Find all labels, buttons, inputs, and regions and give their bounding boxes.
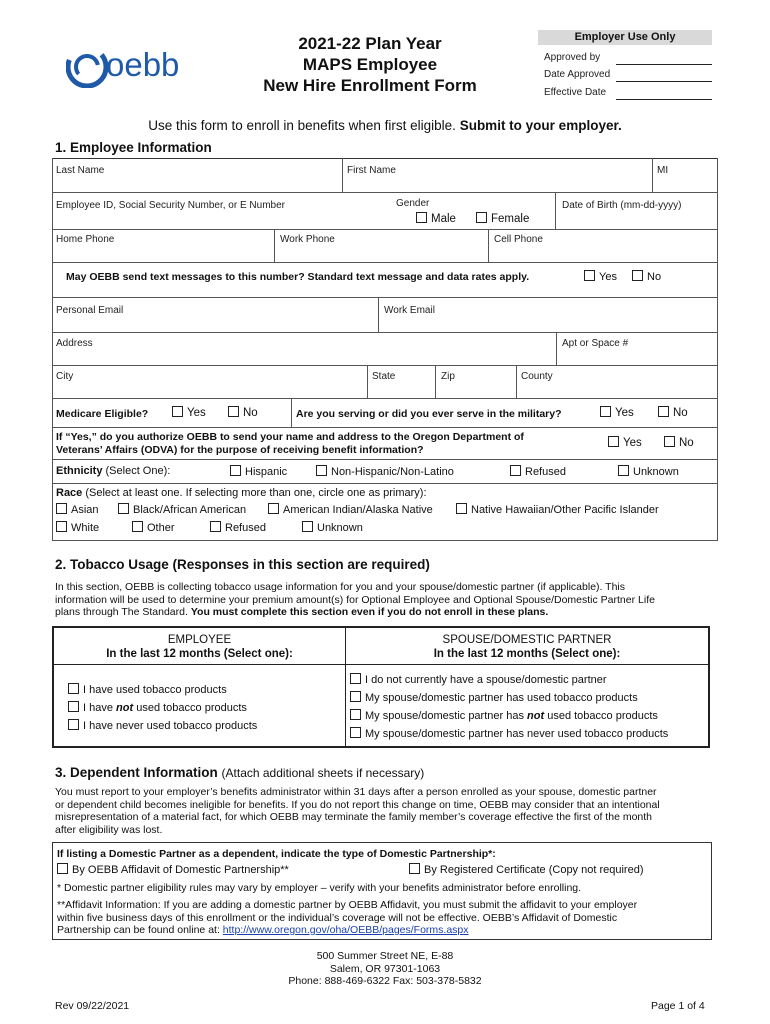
section-2-title: 2. Tobacco Usage (Responses in this section are required) [55,557,430,572]
ethnicity-refused-checkbox[interactable] [510,465,521,476]
odva-no-option[interactable] [664,436,694,449]
military-no-checkbox[interactable] [658,406,669,417]
race-asian-option[interactable] [56,503,99,516]
asian-label: Asian [71,504,99,516]
military-yes-option[interactable] [600,406,634,419]
emp-never-used-option[interactable] [68,719,257,732]
race-refused-checkbox[interactable] [210,521,221,532]
dp-note-2-line-3: Partnership can be found online at: [57,924,220,936]
employer-box-heading: Employer Use Only [538,30,712,45]
effective-date-field[interactable] [616,99,712,100]
non-hispanic-checkbox[interactable] [316,465,327,476]
sp-none-checkbox[interactable] [350,673,361,684]
male-label: Male [431,213,456,225]
ethnicity-unknown-label: Unknown [633,466,679,478]
other-checkbox[interactable] [132,521,143,532]
date-approved-label: Date Approved [544,69,611,80]
oebb-logo [66,44,196,90]
medicare-yes-option[interactable] [172,406,206,419]
sp-never-checkbox[interactable] [350,727,361,738]
dependent-para-line-2: or dependent child becomes ineligible for benefits. If you do not report this change on time, OEBB may consider that an intentional [55,798,660,811]
odva-question [56,431,524,457]
text-no-option[interactable] [632,270,661,283]
sp-not-used-a: My spouse/domestic partner has [365,710,524,722]
emp-not-used-option[interactable] [68,701,247,714]
hispanic-label: Hispanic [245,466,288,478]
race-native-american-option[interactable] [268,503,433,516]
employee-id-label: Employee ID, Social Security Number, or E Number [56,200,285,211]
race-label [56,487,427,499]
sp-not-used-c: used tobacco products [547,710,658,722]
dp-affidavit-label: By OEBB Affidavit of Domestic Partnership** [72,864,289,876]
dp-certificate-checkbox[interactable] [409,863,420,874]
apt-label: Apt or Space # [562,338,629,349]
employee-column-header [54,633,345,661]
text-message-question: May OEBB send text messages to this number? Standard text message and data rates apply. [66,271,530,283]
tobacco-table [52,626,710,748]
sp-used-label: My spouse/domestic partner has used tobacco products [365,692,638,704]
effective-date-label: Effective Date [544,87,607,98]
gender-label: Gender [396,198,430,209]
odva-yes-label: Yes [623,437,642,449]
pacific-checkbox[interactable] [456,503,467,514]
dp-note-2-line-2: within five business days of this enrollment or the individual’s coverage will not be effective. OEBB’s Affidavit of Domestic [57,911,618,924]
odva-no-checkbox[interactable] [664,436,675,447]
non-hispanic-label: Non-Hispanic/Non-Latino [331,466,454,478]
dependent-para-line-3: misrepresentation of a material fact, for which OEBB may terminate the family member’s coverage effective the first of the month [55,811,653,823]
dob-label: Date of Birth (mm-dd-yyyy) [562,200,682,211]
ethnicity-bold: Ethnicity [56,465,103,477]
race-refused-option[interactable] [210,521,266,534]
form-title [250,33,490,96]
oebb-forms-link[interactable]: http://www.oregon.gov/oha/OEBB/pages/Forms.aspx [222,924,469,936]
city-label: City [56,371,74,382]
employee-head: EMPLOYEE [167,634,232,646]
text-no-checkbox[interactable] [632,270,643,281]
section-3-title-note: (Attach additional sheets if necessary) [221,766,425,780]
female-checkbox[interactable] [476,212,487,223]
race-unknown-checkbox[interactable] [302,521,313,532]
sp-not-used-option[interactable] [350,709,658,722]
last-name-label: Last Name [56,165,105,176]
military-no-label: No [673,407,688,419]
race-pacific-option[interactable] [456,503,659,516]
tobacco-para-line-2: information will be used to determine your premium amount(s) for Optional Employee and Optional Spouse/Domestic Partner Life [55,593,655,606]
home-phone-label: Home Phone [56,234,115,245]
sp-never-label: My spouse/domestic partner has never used tobacco products [365,728,669,740]
hispanic-option[interactable] [230,465,287,478]
dependent-para-line-4: after eligibility was lost. [55,823,163,836]
dependent-para-line-1: You must report to your employer’s benefits administrator within 31 days after a person enrolled as your spouse, domestic partner [55,786,657,798]
tobacco-para-line-1: In this section, OEBB is collecting tobacco usage information for you and your spouse/domestic partner (if applicable). This [55,581,626,593]
dependent-paragraph [55,786,725,836]
cell-phone-label: Cell Phone [494,234,543,245]
ethnicity-refused-option[interactable] [510,465,566,478]
intro-text [0,118,770,133]
county-label: County [521,371,553,382]
medicare-no-label: No [243,407,258,419]
race-other-option[interactable] [132,521,175,534]
intro-plain: Use this form to enroll in benefits when first eligible. [148,118,456,133]
dp-heading: If listing a Domestic Partner as a dependent, indicate the type of Domestic Partnership*: [57,848,496,860]
date-approved-field[interactable] [616,81,712,82]
personal-email-label: Personal Email [56,305,124,316]
spouse-sub: In the last 12 months (Select one): [433,648,621,660]
medicare-question: Medicare Eligible? [56,408,149,420]
asian-checkbox[interactable] [56,503,67,514]
title-line-1: 2021-22 Plan Year [298,34,442,53]
white-label: White [71,522,100,534]
race-white-option[interactable] [56,521,99,534]
sp-none-option[interactable] [350,673,607,686]
intro-bold: Submit to your employer. [459,118,622,133]
emp-not-used-a: I have [83,702,113,714]
military-yes-checkbox[interactable] [600,406,611,417]
dp-note-2 [57,899,707,937]
odva-no-label: No [679,437,694,449]
race-black-option[interactable] [118,503,246,516]
hispanic-checkbox[interactable] [230,465,241,476]
dp-certificate-option[interactable] [409,863,643,876]
text-yes-checkbox[interactable] [584,270,595,281]
section-1-title: 1. Employee Information [55,140,212,155]
dp-note-2-line-1: **Affidavit Information: If you are adding a domestic partner by OEBB Affidavit, you must submit the affidavit to your employer [57,899,638,911]
state-label: State [372,371,396,382]
spouse-head: SPOUSE/DOMESTIC PARTNER [442,634,612,646]
native-american-label: American Indian/Alaska Native [283,504,433,516]
text-yes-label: Yes [599,271,617,283]
pacific-label: Native Hawaiian/Other Pacific Islander [471,504,659,516]
race-rest: (Select at least one. If selecting more than one, circle one as primary): [85,487,427,499]
dp-note-1: * Domestic partner eligibility rules may vary by employer – verify with your benefits administrator before enrolling. [57,882,582,894]
work-email-label: Work Email [384,305,435,316]
title-line-2: MAPS Employee [302,55,438,74]
sp-none-label: I do not currently have a spouse/domestic partner [365,674,607,686]
emp-used-tobacco-option[interactable] [68,683,227,696]
black-label: Black/African American [133,504,247,516]
first-name-label: First Name [347,165,396,176]
race-unknown-option[interactable] [302,521,363,534]
military-question: Are you serving or did you ever serve in the military? [296,408,562,420]
other-label: Other [147,522,175,534]
white-checkbox[interactable] [56,521,67,532]
odva-yes-checkbox[interactable] [608,436,619,447]
mi-label: MI [657,165,669,176]
footer-address [0,950,770,988]
page-number: Page 1 of 4 [651,1000,705,1012]
sp-used-checkbox[interactable] [350,691,361,702]
text-yes-option[interactable] [584,270,617,283]
zip-label: Zip [441,371,455,382]
gender-female-option[interactable] [476,212,529,225]
sp-never-option[interactable] [350,727,668,740]
emp-never-checkbox[interactable] [68,719,79,730]
sp-not-used-b: not [527,710,545,722]
medicare-no-option[interactable] [228,406,258,419]
work-phone-label: Work Phone [280,234,335,245]
medicare-yes-checkbox[interactable] [172,406,183,417]
non-hispanic-option[interactable] [316,465,454,478]
ethnicity-refused-label: Refused [525,466,566,478]
dp-certificate-label: By Registered Certificate (Copy not required) [424,864,644,876]
tobacco-paragraph [55,581,725,619]
ethnicity-label [56,465,170,477]
footer-phone: Phone: 888-469-6322 Fax: 503-378-5832 [288,975,482,987]
odva-yes-option[interactable] [608,436,642,449]
title-line-3: New Hire Enrollment Form [263,76,477,95]
emp-never-label: I have never used tobacco products [83,720,258,732]
emp-used-label: I have used tobacco products [83,684,227,696]
spouse-column-header [346,633,708,661]
employer-use-box [538,30,712,102]
race-unknown-label: Unknown [317,522,363,534]
footer-addr-2: Salem, OR 97301-1063 [329,962,441,975]
domestic-partner-box [52,842,712,940]
revision-date: Rev 09/22/2021 [55,1000,130,1012]
emp-not-used-checkbox[interactable] [68,701,79,712]
emp-not-used-c: used tobacco products [136,702,247,714]
emp-used-checkbox[interactable] [68,683,79,694]
native-american-checkbox[interactable] [268,503,279,514]
medicare-no-checkbox[interactable] [228,406,239,417]
text-no-label: No [647,271,662,283]
logo-swirl-icon [66,46,108,88]
gender-male-option[interactable] [416,212,456,225]
military-no-option[interactable] [658,406,688,419]
male-checkbox[interactable] [416,212,427,223]
section-3-title-bold: 3. Dependent Information [55,765,218,780]
medicare-yes-label: Yes [187,407,206,419]
sp-not-used-checkbox[interactable] [350,709,361,720]
employee-sub: In the last 12 months (Select one): [106,648,293,660]
sp-used-option[interactable] [350,691,638,704]
emp-not-used-b: not [116,702,134,714]
approved-by-label: Approved by [544,52,601,63]
ethnicity-unknown-checkbox[interactable] [618,465,629,476]
logo-text: oebb [106,46,180,83]
ethnicity-unknown-option[interactable] [618,465,679,478]
black-checkbox[interactable] [118,503,129,514]
section-3-title [55,765,424,780]
odva-line-1: If “Yes,” do you authorize OEBB to send your name and address to the Oregon Department of [56,431,524,443]
race-refused-label: Refused [225,522,266,534]
ethnicity-rest: (Select One): [105,465,171,477]
odva-line-2: Veterans’ Affairs (ODVA) for the purpose of receiving benefit information? [56,444,424,456]
approved-by-field[interactable] [616,64,712,65]
tobacco-para-bold: You must complete this section even if you do not enroll in these plans. [190,606,549,618]
dp-affidavit-checkbox[interactable] [57,863,68,874]
dp-affidavit-option[interactable] [57,863,289,876]
tobacco-para-line-3: plans through The Standard. [55,606,188,618]
address-label: Address [56,338,93,349]
footer-addr-1: 500 Summer Street NE, E-88 [316,950,454,962]
race-bold: Race [56,487,83,499]
military-yes-label: Yes [615,407,634,419]
female-label: Female [491,213,530,225]
